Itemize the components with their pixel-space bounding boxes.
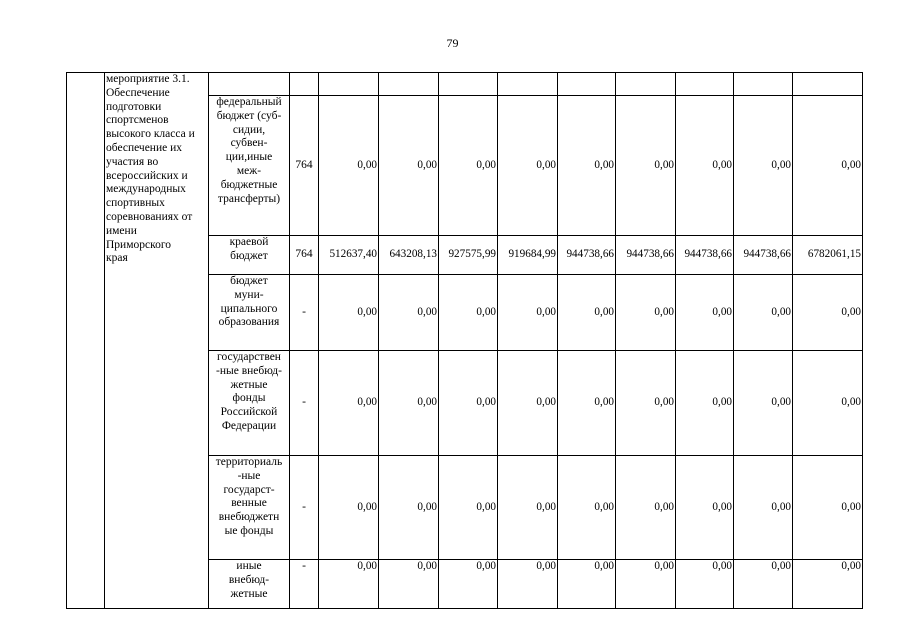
value-cell: 0,00 [734, 275, 793, 351]
value-cell: 0,00 [734, 456, 793, 560]
budget-code: 764 [290, 236, 319, 275]
number-cell [67, 73, 105, 609]
funding-source: государствен -ные внебюд- жетные фонды Российской Федерации [209, 351, 290, 456]
value-cell: 0,00 [676, 96, 734, 236]
table-row-header [67, 73, 863, 96]
event-cell [105, 73, 209, 609]
value-cell: 0,00 [676, 456, 734, 560]
value-cell: 927575,99 [439, 236, 498, 275]
value-cell: 0,00 [558, 351, 616, 456]
value-cell: 0,00 [676, 560, 734, 609]
value-cell: 0,00 [734, 560, 793, 609]
value-cell: 944738,66 [734, 236, 793, 275]
budget-code: - [290, 275, 319, 351]
budget-code: - [290, 456, 319, 560]
value-cell: 0,00 [734, 351, 793, 456]
total-cell: 0,00 [793, 456, 863, 560]
funding-source: краевой бюджет [209, 236, 290, 275]
value-cell: 0,00 [498, 275, 558, 351]
value-cell: 0,00 [379, 456, 439, 560]
header-empty-cell [209, 73, 290, 96]
header-empty-cell [498, 73, 558, 96]
value-cell: 0,00 [676, 351, 734, 456]
value-cell: 0,00 [498, 456, 558, 560]
value-cell: 0,00 [319, 96, 379, 236]
value-cell: 0,00 [558, 560, 616, 609]
total-cell: 0,00 [793, 275, 863, 351]
event-description: Обеспечение подготовки спортсменов высокого класса и обеспечение их участия во всероссийских и международных спортивных соревнованиях от имени Приморского края [106, 86, 195, 265]
value-cell: 0,00 [498, 351, 558, 456]
value-cell: 0,00 [616, 96, 676, 236]
value-cell: 944738,66 [616, 236, 676, 275]
value-cell: 0,00 [379, 560, 439, 609]
value-cell: 0,00 [379, 96, 439, 236]
value-cell: 643208,13 [379, 236, 439, 275]
value-cell: 0,00 [616, 560, 676, 609]
value-cell: 0,00 [439, 560, 498, 609]
header-empty-cell [319, 73, 379, 96]
value-cell: 0,00 [319, 456, 379, 560]
value-cell: 944738,66 [558, 236, 616, 275]
value-cell: 0,00 [616, 275, 676, 351]
budget-table [66, 72, 863, 609]
total-cell: 0,00 [793, 96, 863, 236]
header-empty-cell [379, 73, 439, 96]
value-cell: 0,00 [439, 275, 498, 351]
value-cell: 0,00 [319, 351, 379, 456]
value-cell: 0,00 [498, 560, 558, 609]
header-empty-cell [616, 73, 676, 96]
budget-code: - [290, 351, 319, 456]
header-empty-cell [676, 73, 734, 96]
value-cell: 0,00 [558, 96, 616, 236]
total-cell: 0,00 [793, 560, 863, 609]
value-cell: 0,00 [676, 275, 734, 351]
header-empty-cell [558, 73, 616, 96]
header-empty-cell [439, 73, 498, 96]
value-cell: 0,00 [616, 351, 676, 456]
event-title: мероприятие 3.1. [106, 73, 190, 85]
value-cell: 0,00 [439, 96, 498, 236]
value-cell: 919684,99 [498, 236, 558, 275]
value-cell: 0,00 [616, 456, 676, 560]
value-cell: 0,00 [498, 96, 558, 236]
total-cell: 0,00 [793, 351, 863, 456]
header-empty-cell [290, 73, 319, 96]
value-cell: 0,00 [319, 275, 379, 351]
value-cell: 0,00 [734, 96, 793, 236]
budget-code: 764 [290, 96, 319, 236]
funding-source: территориаль -ные государст- венные внебюджетн ые фонды [209, 456, 290, 560]
funding-source: бюджет муни- ципального образования [209, 275, 290, 351]
value-cell: 0,00 [558, 456, 616, 560]
value-cell: 512637,40 [319, 236, 379, 275]
total-cell: 6782061,15 [793, 236, 863, 275]
value-cell: 0,00 [558, 275, 616, 351]
funding-source: иные внебюд- жетные [209, 560, 290, 609]
value-cell: 0,00 [439, 351, 498, 456]
funding-source: федеральный бюджет (суб- сидии, субвен- ции,иные меж- бюджетные трансферты) [209, 96, 290, 236]
header-empty-cell [793, 73, 863, 96]
value-cell: 0,00 [379, 275, 439, 351]
budget-code: - [290, 560, 319, 609]
value-cell: 944738,66 [676, 236, 734, 275]
header-empty-cell [734, 73, 793, 96]
value-cell: 0,00 [379, 351, 439, 456]
value-cell: 0,00 [439, 456, 498, 560]
value-cell: 0,00 [319, 560, 379, 609]
page-number: 79 [446, 36, 459, 50]
